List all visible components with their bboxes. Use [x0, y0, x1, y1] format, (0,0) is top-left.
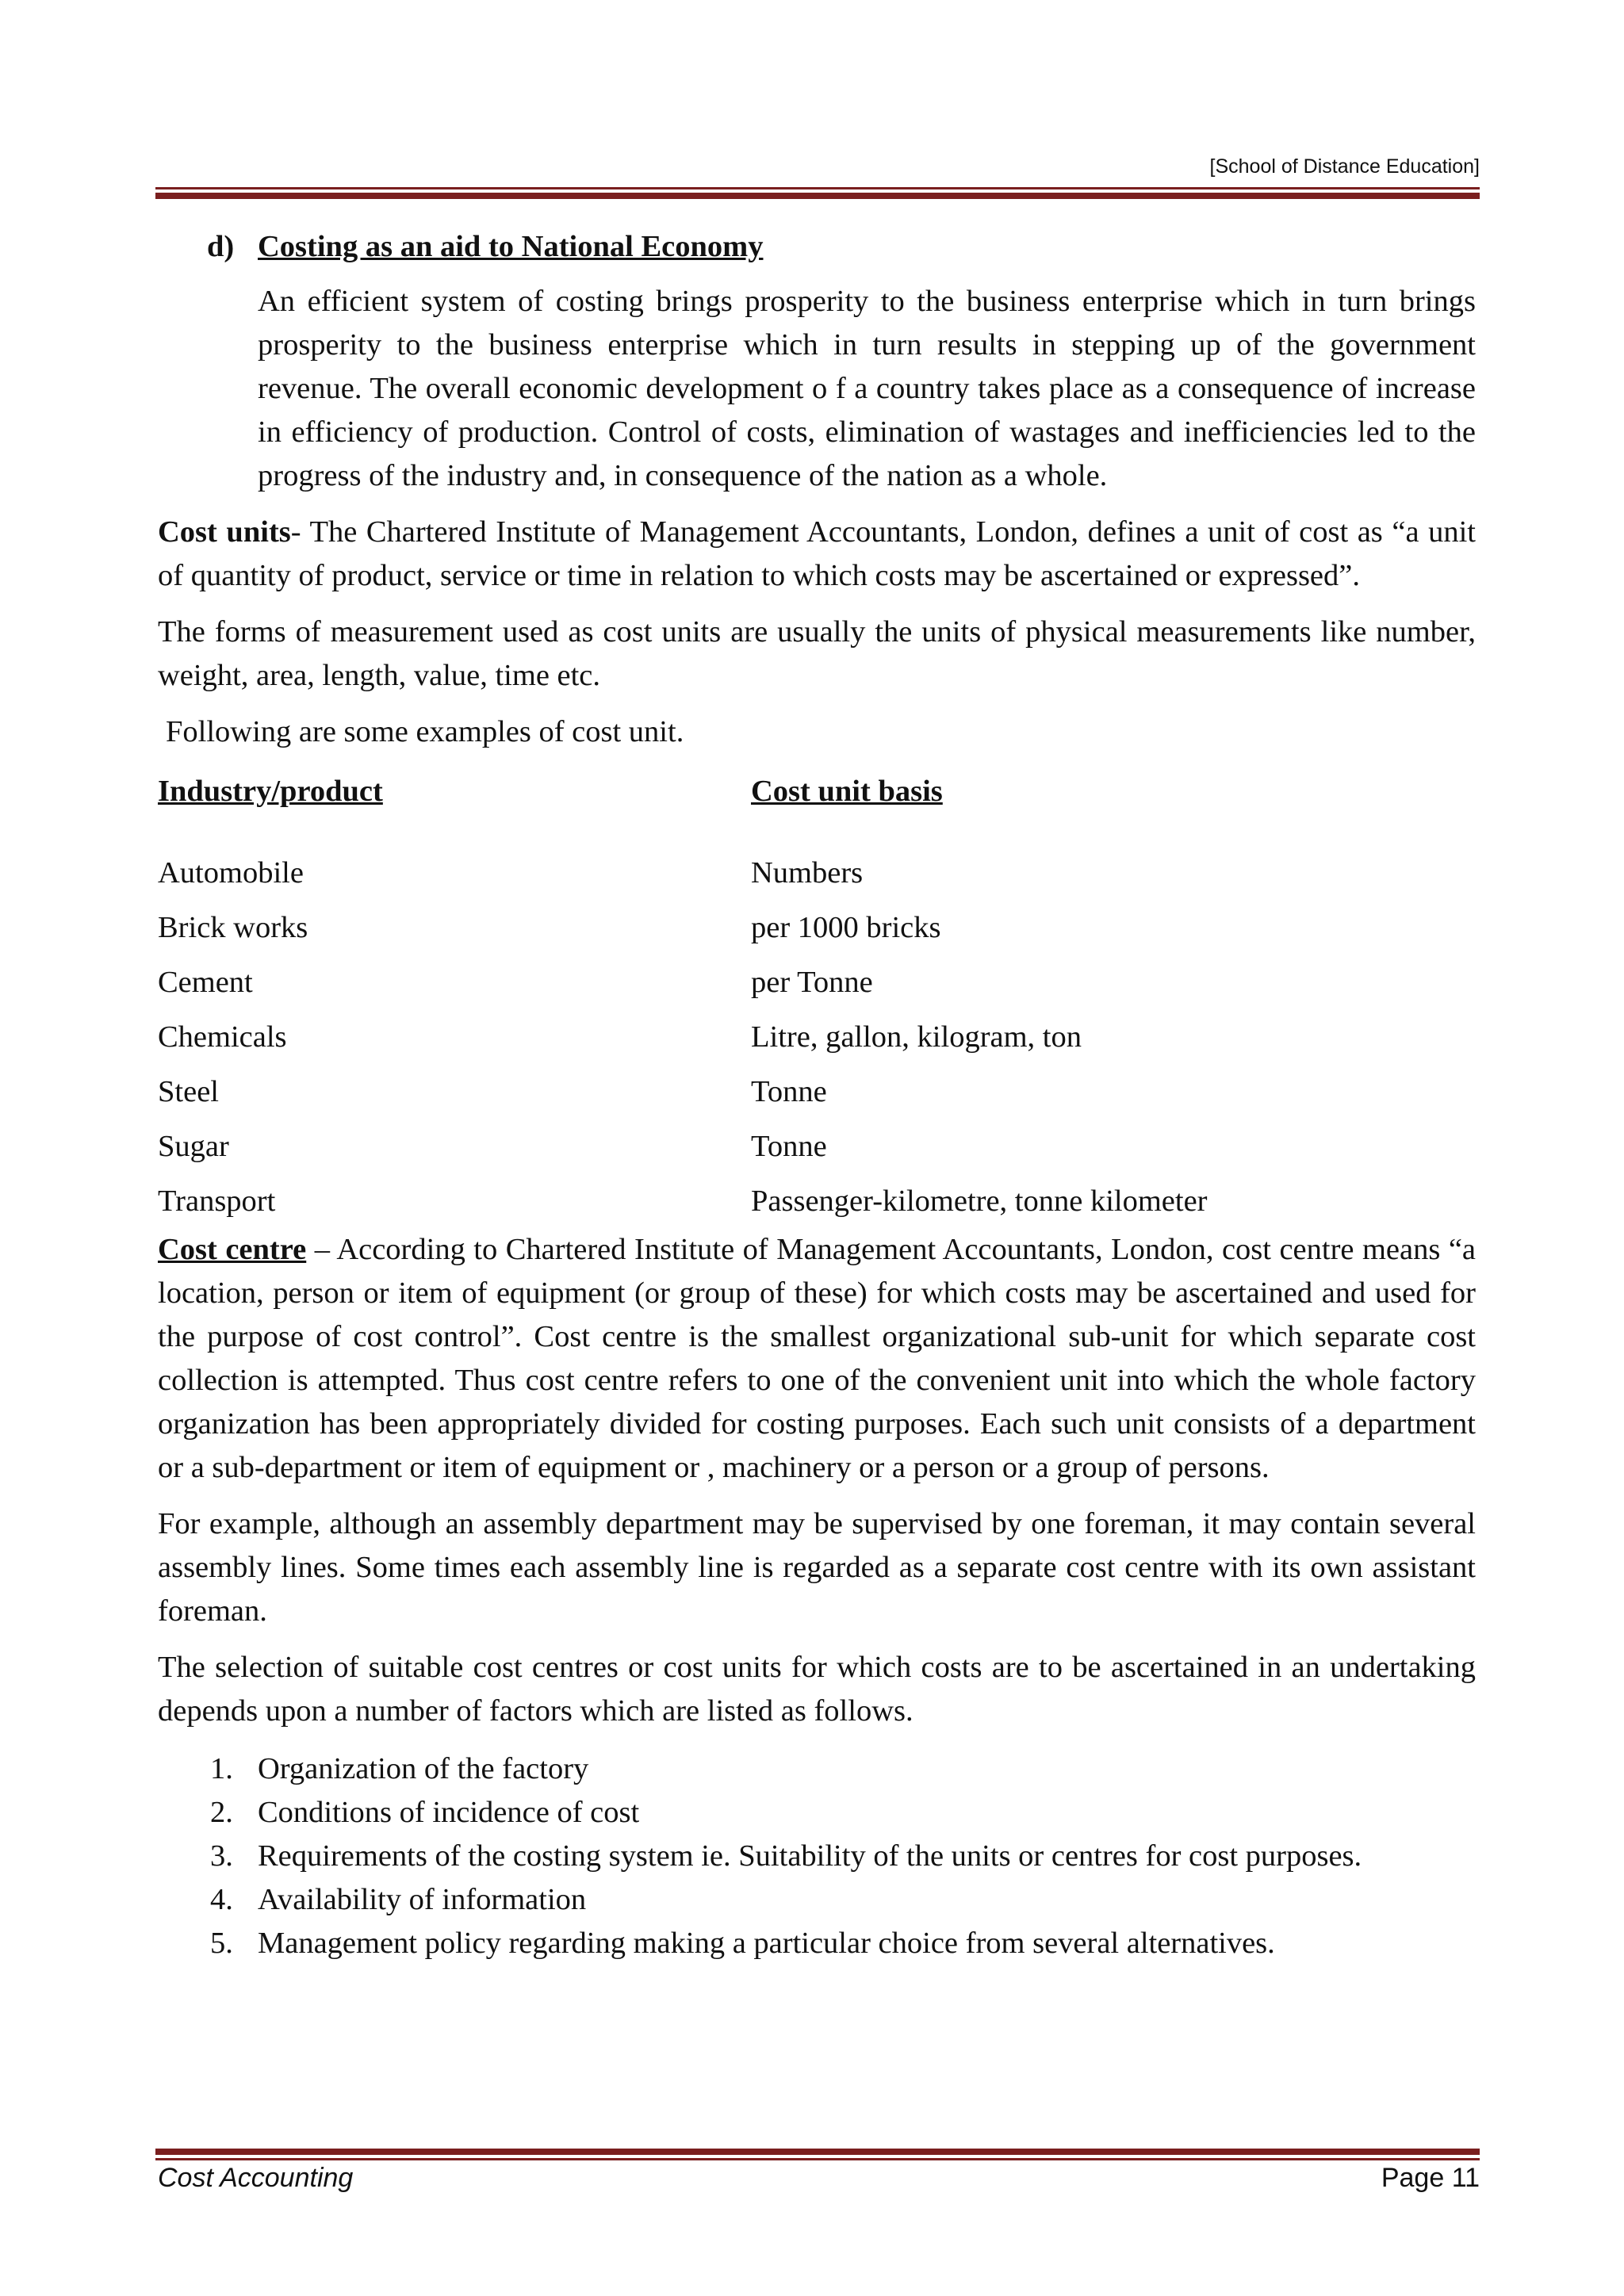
footer-rule	[155, 2149, 1480, 2160]
header-institution: [School of Distance Education]	[1209, 155, 1480, 178]
cost-centre-paragraph	[158, 1228, 1476, 1490]
table-cell-industry: Chemicals	[158, 1020, 287, 1054]
table-row	[158, 1016, 1476, 1070]
table-cell-industry: Brick works	[158, 911, 308, 944]
cost-units-definition: - The Chartered Institute of Management Accountants, London, defines a unit of cost as “a unit of quantity of product, service or time in relation to which costs may be ascertained or expressed”.	[158, 515, 1476, 592]
list-item-number: 2.	[210, 1796, 233, 1829]
list-item-text: Organization of the factory	[258, 1752, 589, 1785]
section-letter: d)	[207, 230, 235, 263]
examples-intro: Following are some examples of cost unit.	[166, 715, 684, 748]
table-cell-industry: Automobile	[158, 856, 304, 890]
list-item	[158, 1878, 1476, 1922]
table-cell-industry: Steel	[158, 1075, 219, 1108]
table-cell-basis: Passenger-kilometre, tonne kilometer	[751, 1184, 1208, 1218]
list-item	[158, 1835, 1476, 1878]
table-cell-basis: per Tonne	[751, 966, 873, 999]
table-row	[158, 1070, 1476, 1125]
table-header-basis: Cost unit basis	[751, 775, 943, 808]
table-cell-industry: Cement	[158, 966, 253, 999]
footer-subject: Cost Accounting	[158, 2163, 354, 2193]
cost-units-forms: The forms of measurement used as cost units are usually the units of physical measurements like number, weight, area, length, value, time etc.	[158, 615, 1476, 692]
cost-units-paragraph	[158, 511, 1476, 598]
section-heading	[158, 225, 1476, 269]
section-title: Costing as an aid to National Economy	[258, 230, 764, 263]
cost-centre-term: Cost centre	[158, 1233, 307, 1266]
cost-unit-table	[158, 851, 1476, 1223]
header-rule	[155, 187, 1480, 199]
table-header-industry: Industry/product	[158, 775, 383, 808]
table-row	[158, 1180, 1476, 1223]
list-item-text: Conditions of incidence of cost	[258, 1796, 640, 1829]
factors-list	[158, 1747, 1476, 1965]
cost-units-term: Cost units	[158, 515, 291, 549]
footer-page-number: Page 11	[1381, 2163, 1480, 2193]
table-row	[158, 961, 1476, 1016]
list-item	[158, 1922, 1476, 1965]
list-item	[158, 1791, 1476, 1835]
table-header	[158, 770, 1476, 813]
table-cell-basis: per 1000 bricks	[751, 911, 941, 944]
table-row	[158, 906, 1476, 961]
list-item-number: 4.	[210, 1883, 233, 1916]
table-cell-basis: Litre, gallon, kilogram, ton	[751, 1020, 1082, 1054]
list-item-number: 5.	[210, 1927, 233, 1960]
list-item-text: Requirements of the costing system ie. Suitability of the units or centres for cost purposes.	[258, 1839, 1362, 1873]
footer	[158, 2163, 1480, 2194]
table-cell-industry: Sugar	[158, 1130, 229, 1163]
table-cell-industry: Transport	[158, 1184, 276, 1218]
table-cell-basis: Tonne	[751, 1130, 827, 1163]
list-item	[158, 1747, 1476, 1791]
cost-centre-selection: The selection of suitable cost centres or cost units for which costs are to be ascertained in an undertaking depends upon a number of factors which are listed as follows.	[158, 1651, 1476, 1728]
list-item-text: Availability of information	[258, 1883, 587, 1916]
table-row	[158, 851, 1476, 906]
cost-centre-definition: – According to Chartered Institute of Management Accountants, London, cost centre means “a location, person or item of equipment (or group of these) for which costs may be ascertained and used for the purpose of cost control”. Cost centre is the smallest organizational sub-unit for which separate cost collection is attempted. Thus cost centre refers to one of the convenient unit into which the whole factory organization has been appropriately divided for costing purposes. Each such unit consists of a department or a sub-department or item of equipment or , machinery or a person or a group of persons.	[158, 1233, 1476, 1484]
list-item-text: Management policy regarding making a particular choice from several alternatives.	[258, 1927, 1275, 1960]
page-content	[158, 225, 1476, 1965]
table-cell-basis: Tonne	[751, 1075, 827, 1108]
list-item-number: 3.	[210, 1839, 233, 1873]
section-paragraph: An efficient system of costing brings prosperity to the business enterprise which in turn brings prosperity to the business enterprise which in turn results in stepping up of the government revenue. The overall economic development o f a country takes place as a consequence of increase in efficiency of production. Control of costs, elimination of wastages and inefficiencies led to the progress of the industry and, in consequence of the nation as a whole.	[258, 285, 1476, 492]
cost-centre-example: For example, although an assembly department may be supervised by one foreman, it may contain several assembly lines. Some times each assembly line is regarded as a separate cost centre with its own assistant foreman.	[158, 1507, 1476, 1628]
list-item-number: 1.	[210, 1752, 233, 1785]
table-cell-basis: Numbers	[751, 856, 864, 890]
table-row	[158, 1125, 1476, 1180]
